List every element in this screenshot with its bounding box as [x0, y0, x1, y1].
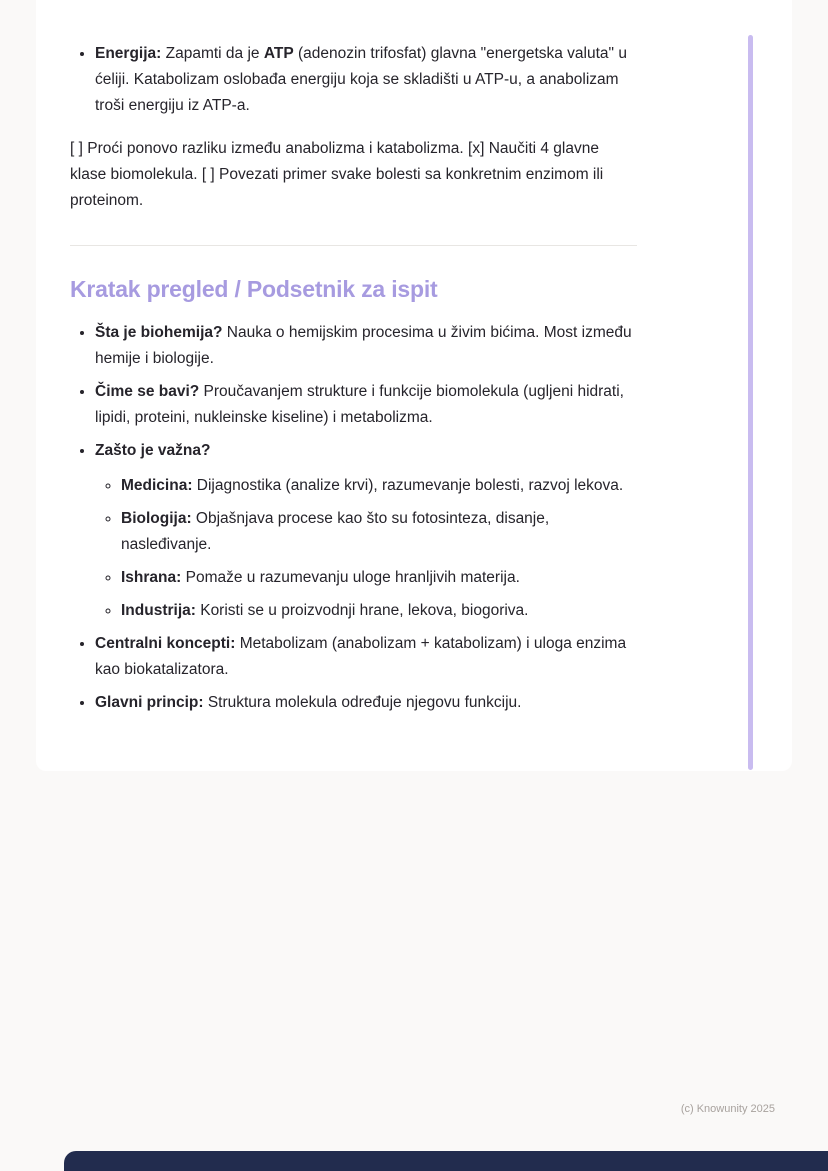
copyright-note: (c) Knowunity 2025	[680, 1103, 775, 1115]
list-item	[121, 565, 637, 591]
next-page-top-edge	[64, 1151, 828, 1171]
bold-label: Zašto je važna?	[95, 442, 211, 459]
document-page-card	[36, 0, 792, 771]
scrollbar-thumb[interactable]	[748, 35, 753, 770]
bold-label: Energija:	[95, 45, 162, 62]
list-item	[95, 379, 637, 431]
bold-label: Glavni princip:	[95, 694, 204, 711]
item-text: Proučavanjem strukture i funkcije biomolekula (ugljeni hidrati, lipidi, proteini, nukleinske kiseline) i metabolizma.	[95, 383, 624, 426]
list-item	[95, 320, 637, 372]
section-divider	[70, 245, 637, 246]
bold-label: Ishrana:	[121, 569, 182, 586]
list-item	[95, 631, 637, 683]
list-item	[95, 438, 637, 624]
bold-label: Medicina:	[121, 477, 193, 494]
item-text: Metabolizam (anabolizam + katabolizam) i uloga enzima kao biokatalizatora.	[95, 635, 627, 678]
todo-paragraph: [ ] Proći ponovo razliku između anabolizma i katabolizma. [x] Naučiti 4 glavne klase biomolekula. [ ] Povezati primer svake bolesti sa konkretnim enzimom ili proteinom.	[70, 140, 604, 209]
summary-list	[70, 320, 637, 716]
list-item	[121, 473, 637, 499]
list-item	[95, 690, 637, 716]
item-text: Zapamti da je	[161, 45, 264, 62]
section-heading: Kratak pregled / Podsetnik za ispit	[70, 276, 438, 302]
item-text: Objašnjava procese kao što su fotosinteza, disanje, nasleđivanje.	[121, 510, 550, 553]
list-item	[95, 41, 637, 119]
bold-label: Industrija:	[121, 602, 196, 619]
item-text: Dijagnostika (analize krvi), razumevanje bolesti, razvoj lekova.	[192, 477, 624, 494]
list-item	[121, 506, 637, 558]
item-text: Pomaže u razumevanju uloge hranljivih materija.	[181, 569, 520, 586]
bold-term: ATP	[263, 45, 294, 62]
why-important-sublist	[95, 473, 637, 624]
item-text: Struktura molekula određuje njegovu funkciju.	[203, 694, 522, 711]
bold-label: Čime se bavi?	[95, 383, 200, 400]
bold-label: Šta je biohemija?	[95, 324, 223, 341]
bold-label: Biologija:	[121, 510, 192, 527]
document-content	[70, 41, 637, 716]
bold-label: Centralni koncepti:	[95, 635, 236, 652]
item-text: Koristi se u proizvodnji hrane, lekova, biogoriva.	[195, 602, 529, 619]
energy-list	[70, 41, 637, 119]
item-text: (adenozin trifosfat) glavna "energetska valuta" u ćeliji. Katabolizam oslobađa energiju koja se skladišti u ATP-u, a anabolizam troši energiju iz ATP-a.	[95, 45, 627, 114]
item-text: Nauka o hemijskim procesima u živim bićima. Most između hemije i biologije.	[95, 324, 632, 367]
list-item	[121, 598, 637, 624]
